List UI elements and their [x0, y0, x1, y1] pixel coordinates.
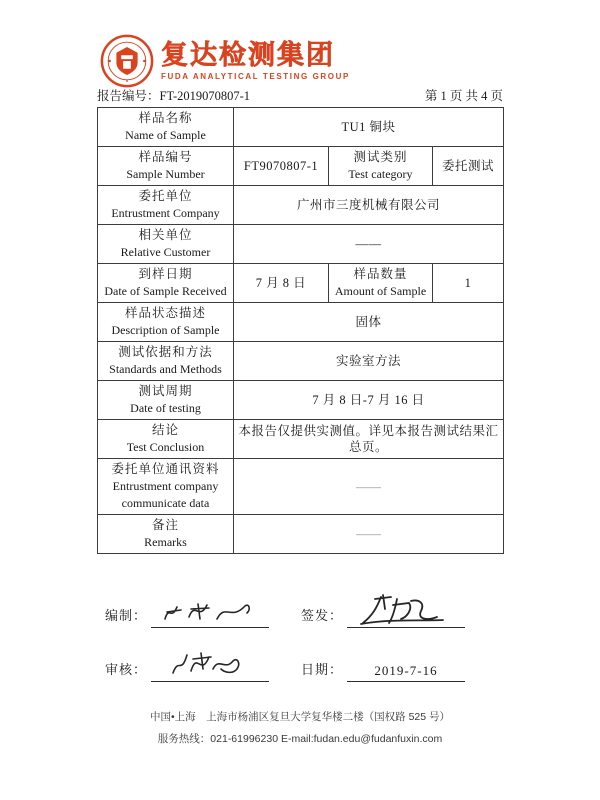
field-label	[98, 186, 234, 225]
field-label	[98, 147, 234, 186]
page-indicator: 第 1 页 共 4 页	[424, 89, 503, 103]
issued-by-signature	[347, 588, 465, 628]
field-label-cn: 结论	[151, 423, 179, 437]
brand-header	[100, 34, 350, 88]
field-value: ——	[234, 459, 504, 515]
date-signed	[301, 642, 497, 682]
signature-block	[105, 588, 497, 682]
field-label	[98, 381, 234, 420]
field-label	[98, 342, 234, 381]
field-label	[98, 459, 234, 515]
field-label-en: Relative Customer	[120, 245, 211, 259]
compiled-by-label: 编制：	[105, 608, 148, 623]
table-row-entrustment-company	[98, 186, 504, 225]
brand-wordmark	[161, 41, 350, 82]
page-footer	[0, 706, 600, 750]
report-number	[97, 86, 250, 104]
field-label	[98, 420, 234, 459]
field-label-cn: 相关单位	[138, 228, 193, 242]
table-row-relative-customer	[98, 225, 504, 264]
field-value: 实验室方法	[234, 342, 504, 381]
field-label-cn: 样品编号	[138, 150, 193, 164]
handwritten-signature-icon	[151, 647, 269, 685]
field-label	[98, 225, 234, 264]
table-row-sample-name	[98, 108, 504, 147]
field-value: 本报告仅提供实测值。详见本报告测试结果汇总页。	[234, 420, 504, 459]
company-seal-icon	[100, 34, 154, 88]
field-label-en: Entrustment Company	[111, 206, 220, 220]
date-line	[347, 642, 465, 682]
field-label-en: Standards and Methods	[109, 362, 222, 376]
reviewed-by-signature	[151, 642, 269, 682]
field-value: 1	[433, 264, 504, 303]
date-label: 日期：	[301, 662, 344, 677]
brand-name-en: FUDA ANALYTICAL TESTING GROUP	[161, 72, 350, 82]
field-label	[98, 108, 234, 147]
field-label-en: Entrustment company	[112, 479, 219, 493]
table-row-date-of-testing	[98, 381, 504, 420]
handwritten-signature-icon	[151, 595, 269, 631]
handwritten-signature-icon	[347, 591, 465, 631]
field-value: 委托测试	[433, 147, 504, 186]
field-label-cn: 到样日期	[138, 267, 193, 281]
field-value: 固体	[234, 303, 504, 342]
field-label-en: Sample Number	[126, 167, 205, 181]
field-label-cn: 委托单位	[138, 189, 193, 203]
table-row-remarks	[98, 515, 504, 554]
field-value: TU1 铜块	[234, 108, 504, 147]
compiled-by-signature	[151, 588, 269, 628]
field-label-en: Date of testing	[130, 401, 201, 415]
field-label-cn: 备注	[151, 518, 179, 532]
field-label	[329, 264, 433, 303]
footer-contact: 服务热线：021-61996230 E-mail:fudan.edu@fudanfuxin.com	[157, 733, 443, 746]
table-row-test-conclusion	[98, 420, 504, 459]
table-row-description-of-sample	[98, 303, 504, 342]
field-label-cn: 委托单位通讯资料	[111, 462, 220, 476]
field-label	[98, 515, 234, 554]
issued-by	[301, 588, 497, 628]
table-row-standards-and-methods	[98, 342, 504, 381]
field-label-en: Test Conclusion	[126, 440, 205, 454]
table-row-sample-number	[98, 147, 504, 186]
field-label	[98, 264, 234, 303]
compiled-by	[105, 588, 301, 628]
field-label-cn: 样品状态描述	[124, 306, 206, 320]
field-label-en: Amount of Sample	[334, 284, 427, 298]
field-value: 7 月 8 日-7 月 16 日	[234, 381, 504, 420]
report-number-value: FT-2019070807-1	[159, 89, 251, 103]
field-label-en: Test category	[348, 167, 413, 181]
table-row-date-of-sample-received	[98, 264, 504, 303]
info-table-body	[98, 108, 504, 554]
field-label-en: Name of Sample	[125, 128, 206, 142]
footer-address: 中国•上海 上海市杨浦区复旦大学复华楼二楼（国权路 525 号）	[149, 711, 451, 723]
field-value: FT9070807-1	[234, 147, 329, 186]
brand-name-cn: 复达检测集团	[161, 39, 335, 70]
info-table	[97, 107, 504, 554]
date-value: 2019-7-16	[374, 663, 438, 678]
field-label-cn: 样品名称	[138, 111, 193, 125]
field-label	[329, 147, 433, 186]
field-label	[98, 303, 234, 342]
field-value: 广州市三度机械有限公司	[234, 186, 504, 225]
report-meta	[97, 86, 503, 104]
reviewed-by-label: 审核：	[105, 662, 148, 677]
table-row-communicate-data	[98, 459, 504, 515]
field-value: ——	[234, 225, 504, 264]
reviewed-by	[105, 642, 301, 682]
field-label-en: Description of Sample	[111, 323, 220, 337]
issued-by-label: 签发：	[301, 608, 344, 623]
field-value: 7 月 8 日	[234, 264, 329, 303]
report-number-label: 报告编号：	[97, 89, 160, 103]
field-label-cn: 测试类别	[353, 150, 408, 164]
field-label-cn: 样品数量	[353, 267, 408, 281]
field-label-cn: 测试依据和方法	[118, 345, 213, 359]
field-label-cn: 测试周期	[138, 384, 193, 398]
field-label-en: Remarks	[144, 535, 187, 549]
field-label-en: Date of Sample Received	[104, 284, 227, 298]
field-value: ——	[234, 515, 504, 554]
field-label-en: communicate data	[121, 496, 210, 510]
